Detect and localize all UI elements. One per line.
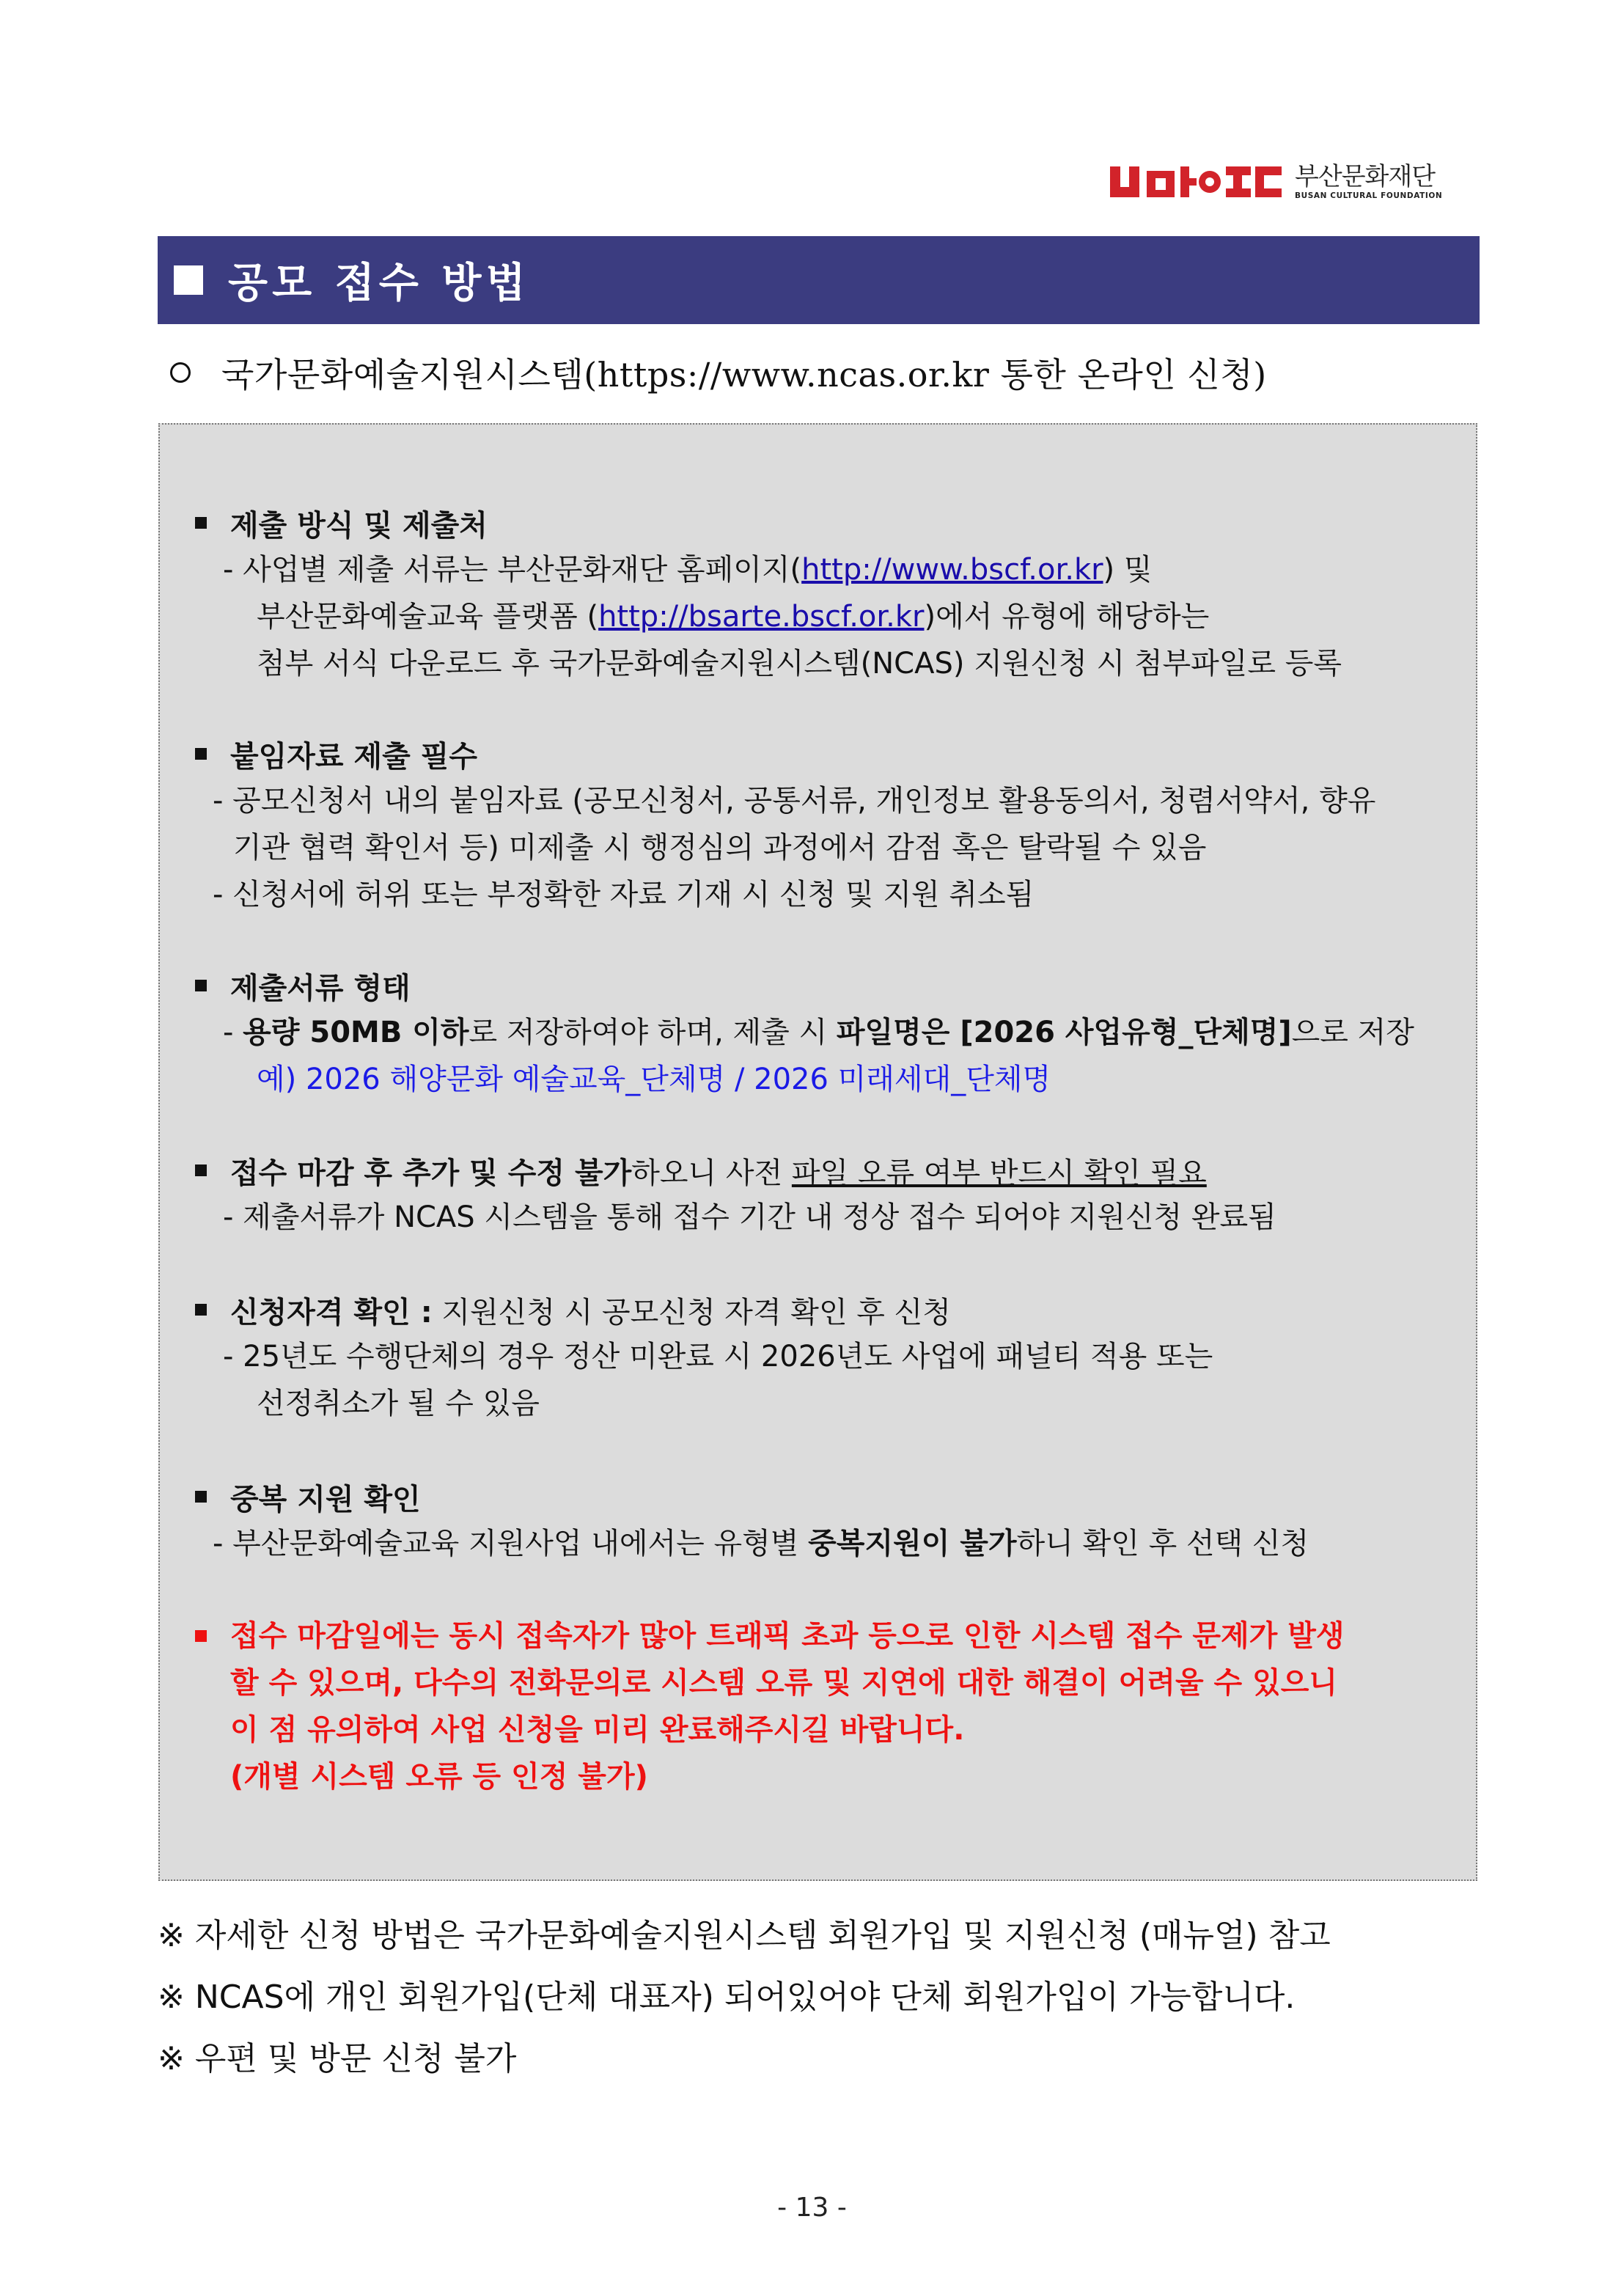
list-item: 선정취소가 될 수 있음 bbox=[257, 1387, 540, 1420]
list-item: - 사업별 제출 서류는 부산문화재단 홈페이지(http://www.bscf.or.kr) 및 bbox=[223, 553, 1153, 587]
section-duplicate-application bbox=[182, 1473, 1309, 1567]
subtitle bbox=[170, 348, 1267, 397]
square-bullet-icon bbox=[174, 265, 203, 295]
square-bullet-icon bbox=[195, 1491, 207, 1503]
circle-bullet-icon bbox=[170, 362, 191, 383]
list-item: - 제출서류가 NCAS 시스템을 통해 접수 기간 내 정상 접수 되어야 지원신청 완료됨 bbox=[223, 1200, 1276, 1234]
list-item: - 신청서에 허위 또는 부정확한 자료 기재 시 신청 및 지원 취소됨 bbox=[213, 878, 1035, 912]
section-document-format bbox=[182, 962, 1414, 1103]
list-item: - 용량 50MB 이하로 저장하여야 하며, 제출 시 파일명은 [2026 사업유형_단체명]으로 저장 bbox=[223, 1016, 1414, 1049]
section-heading: 접수 마감 후 추가 및 수정 불가하오니 사전 파일 오류 여부 반드시 확인 필요 bbox=[230, 1156, 1207, 1190]
square-bullet-icon bbox=[195, 1630, 207, 1642]
bsarte-platform-link[interactable]: http://bsarte.bscf.or.kr bbox=[598, 600, 925, 634]
section-heading: 제출 방식 및 제출처 bbox=[230, 508, 488, 543]
deadline-warning bbox=[182, 1613, 1345, 1800]
section-eligibility-check bbox=[182, 1286, 1213, 1427]
bscf-homepage-link[interactable]: http://www.bscf.or.kr bbox=[801, 553, 1103, 587]
section-attachments-required bbox=[182, 730, 1375, 918]
square-bullet-icon bbox=[195, 1164, 207, 1176]
footnotes bbox=[158, 1905, 1331, 2090]
section-heading: 신청자격 확인 : 지원신청 시 공모신청 자격 확인 후 신청 bbox=[230, 1295, 951, 1329]
list-item: 첨부 서식 다운로드 후 국가문화예술지원시스템(NCAS) 지원신청 시 첨부파일로 등록 bbox=[257, 647, 1342, 681]
section-heading: 제출서류 형태 bbox=[230, 971, 411, 1005]
filename-example: 예) 2026 해양문화 예술교육_단체명 / 2026 미래세대_단체명 bbox=[257, 1063, 1051, 1096]
logo-korean-text: 부산문화재단 bbox=[1295, 162, 1436, 191]
section-submission-method bbox=[182, 499, 1342, 687]
square-bullet-icon bbox=[195, 1304, 207, 1316]
list-item: - 25년도 수행단체의 경우 정산 미완료 시 2026년도 사업에 패널티 적용 또는 bbox=[223, 1340, 1213, 1373]
warning-line: 할 수 있으며, 다수의 전화문의로 시스템 오류 및 지연에 대한 해결이 어려울 수 있으니 bbox=[230, 1666, 1337, 1700]
section-heading: 중복 지원 확인 bbox=[230, 1482, 421, 1516]
square-bullet-icon bbox=[195, 980, 207, 991]
footnote: ※ NCAS에 개인 회원가입(단체 대표자) 되어있어야 단체 회원가입이 가능합니다. bbox=[158, 1978, 1296, 2016]
list-item: 기관 협력 확인서 등) 미제출 시 행정심의 과정에서 감점 혹은 탈락될 수 있음 bbox=[233, 831, 1207, 865]
section-title-bar bbox=[158, 236, 1480, 324]
footnote: ※ 우편 및 방문 신청 불가 bbox=[158, 2040, 517, 2077]
warning-line: 이 점 유의하여 사업 신청을 미리 완료해주시길 바랍니다. bbox=[230, 1713, 965, 1747]
warning-line: 접수 마감일에는 동시 접속자가 많아 트래픽 초과 등으로 인한 시스템 접수 문제가 발생 bbox=[230, 1619, 1345, 1653]
square-bullet-icon bbox=[195, 748, 207, 760]
page-number: - 13 - bbox=[777, 2193, 847, 2223]
footnote: ※ 자세한 신청 방법은 국가문화예술지원시스템 회원가입 및 지원신청 (매뉴얼) 참고 bbox=[158, 1917, 1331, 1954]
square-bullet-icon bbox=[195, 517, 207, 529]
info-box bbox=[158, 423, 1477, 1881]
foundation-logo bbox=[1110, 155, 1442, 208]
section-no-edit-after-deadline bbox=[182, 1147, 1276, 1241]
subtitle-text: 국가문화예술지원시스템(https://www.ncas.or.kr 통한 온라인 신청) bbox=[221, 355, 1267, 395]
list-item: 부산문화예술교육 플랫폼 (http://bsarte.bscf.or.kr)에서 유형에 해당하는 bbox=[257, 600, 1210, 634]
page-title: 공모 접수 방법 bbox=[228, 260, 530, 307]
logo-english-text: BUSAN CULTURAL FOUNDATION bbox=[1295, 191, 1443, 200]
section-heading: 붙임자료 제출 필수 bbox=[230, 739, 477, 774]
logo-wordmark-icon bbox=[1110, 164, 1282, 200]
list-item: - 부산문화예술교육 지원사업 내에서는 유형별 중복지원이 불가하니 확인 후 선택 신청 bbox=[213, 1527, 1309, 1560]
list-item: - 공모신청서 내의 붙임자료 (공모신청서, 공통서류, 개인정보 활용동의서, 청렴서약서, 향유 bbox=[213, 784, 1376, 818]
warning-note: (개별 시스템 오류 등 인정 불가) bbox=[230, 1760, 648, 1794]
